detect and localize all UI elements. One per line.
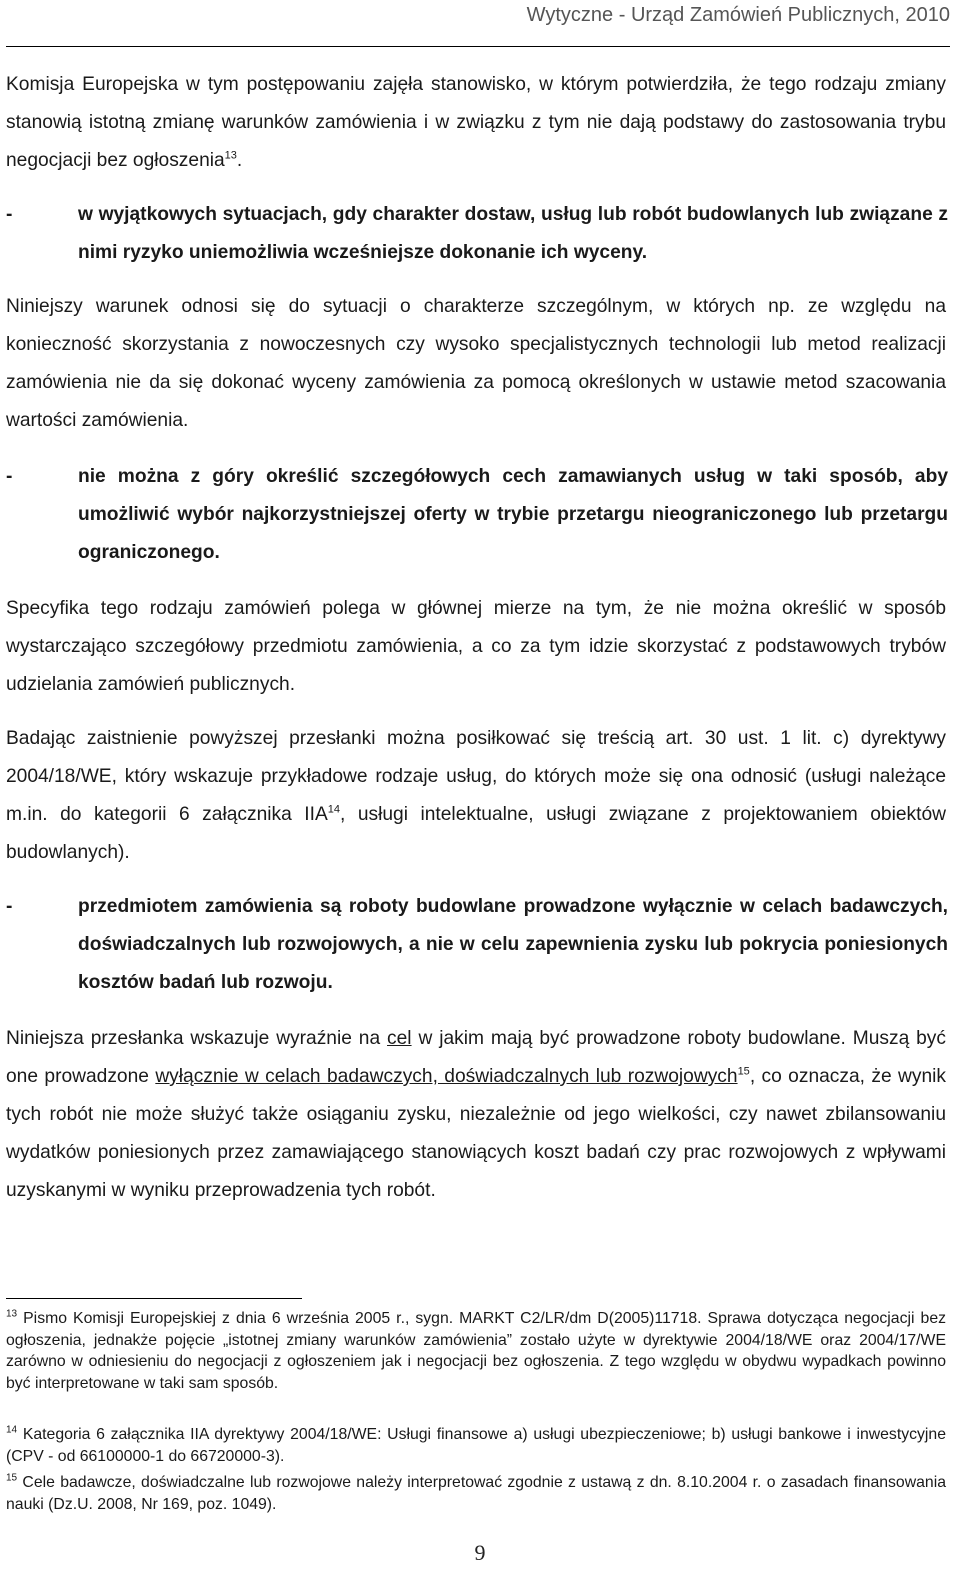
footnote-text: Cele badawcze, doświadczalne lub rozwojowe należy interpretować zgodnie z ustawą z dn. 8.10.2004 r. o zasadach finansowania nauki (Dz.U. 2008, Nr 169, poz. 1049). — [6, 1474, 946, 1513]
bullet-text: nie można z góry określić szczegółowych cech zamawianych usług w taki sposób, aby umożliwić wybór najkorzystniejszej oferty w trybie przetargu nieograniczonego lub przetargu ograniczonego. — [78, 466, 948, 563]
footnote-number: 15 — [6, 1472, 18, 1484]
footnote-divider — [6, 1298, 302, 1299]
bullet-dash: - — [6, 204, 13, 225]
bullet-dash: - — [6, 896, 13, 917]
paragraph-text: Komisja Europejska w tym postępowaniu zajęła stanowisko, w którym potwierdziła, że tego rodzaju zmiany stanowią istotną zmianę warunków zamówienia i w związku z tym nie dają podstawy do zastosowania trybu negocjacji bez ogłoszenia — [6, 74, 946, 171]
footnote-ref-14[interactable]: 14 — [327, 803, 340, 816]
footnote-text: Kategoria 6 załącznika IIA dyrektywy 2004/18/WE: Usługi finansowe a) usługi ubezpieczeniowe; b) usługi bankowe i inwestycyjne (CPV - od 66100000-1 do 66720000-3). — [6, 1426, 946, 1465]
underlined-term-research: wyłącznie w celach badawczych, doświadczalnych lub rozwojowych — [155, 1066, 738, 1087]
underlined-term-purpose: cel — [387, 1028, 412, 1049]
footnote-ref-15[interactable]: 15 — [737, 1065, 750, 1078]
paragraph-pricing-explanation: Niniejszy warunek odnosi się do sytuacji o charakterze szczególnym, w których np. ze względu na konieczność skorzystania z nowoczesnych czy wysoko specjalistycznych technologii lub metod realizacji zamówienia nie da się dokonać wyceny zamówienia za pomocą określonych w ustawie metod szacowania wartości zamówienia. — [6, 296, 946, 431]
running-header: Wytyczne - Urząd Zamówień Publicznych, 2010 — [526, 4, 950, 26]
paragraph-text: Niniejsza przesłanka wskazuje wyraźnie na — [6, 1028, 388, 1049]
footnote-14 — [6, 1424, 946, 1467]
bullet-text: w wyjątkowych sytuacjach, gdy charakter dostaw, usług lub robót budowlanych lub związane z nimi ryzyko uniemożliwia wcześniejsze dokonanie ich wyceny. — [78, 204, 948, 263]
paragraph-text-continued: w jakim mają być prowadzone roboty budowlane. Muszą być one prowadzone — [6, 1028, 946, 1087]
footnote-text: Pismo Komisji Europejskiej z dnia 6 września 2005 r., sygn. MARKT C2/LR/dm D(2005)11718. Sprawa dotycząca negocjacji bez ogłoszenia, jednakże pojęcie „istotnej zmiany warunków zamówienia” zostało użyte w dyrektywie 2004/18/WE oraz 2004/17/WE zarówno w odniesieniu do negocjacji z ogłoszeniem jak i negocjacji bez ogłoszenia. Z tego względu w obydwu wypadkach powinno być interpretowane w taki sam sposób. — [6, 1310, 946, 1392]
footnote-ref-13[interactable]: 13 — [224, 149, 237, 162]
paragraph-commission-position — [6, 66, 946, 180]
header-divider — [6, 46, 950, 47]
footnote-number: 14 — [6, 1424, 18, 1436]
paragraph-specificity: Specyfika tego rodzaju zamówień polega w głównej mierze na tym, że nie można określić w sposób wystarczająco szczegółowy przedmiotu zamówienia, a co za tym idzie skorzystać z podstawowych trybów udzielania zamówień publicznych. — [6, 598, 946, 695]
bullet-dash: - — [6, 466, 13, 487]
footnote-15 — [6, 1472, 946, 1515]
paragraph-end: . — [236, 150, 243, 171]
bullet-text: przedmiotem zamówienia są roboty budowlane prowadzone wyłącznie w celach badawczych, doświadczalnych lub rozwojowych, a nie w celu zapewnienia zysku lub pokrycia poniesionych kosztów badań lub rozwoju. — [78, 896, 948, 993]
page-number: 9 — [474, 1540, 486, 1565]
paragraph-text-end: , co oznacza, że wynik tych robót nie może służyć także osiąganiu zysku, niezależnie od jego wielkości, czy nawet zbilansowaniu wydatków poniesionych przez zamawiającego stanowiących koszt badań czy prac rozwojowych z wpływami uzyskanymi w wyniku przeprowadzenia tych robót. — [6, 1066, 946, 1201]
footnote-13 — [6, 1308, 946, 1394]
paragraph-directive-reference — [6, 720, 946, 872]
paragraph-text: Badając zaistnienie powyższej przesłanki można posiłkować się treścią art. 30 ust. 1 lit. c) dyrektywy 2004/18/WE, który wskazuje przykładowe rodzaje usług, do których może się ona odnosić (usługi należące m.in. do kategorii 6 załącznika IIA — [6, 728, 946, 825]
footnote-number: 13 — [6, 1308, 18, 1320]
paragraph-text-continued: , usługi intelektualne, usługi związane z projektowaniem obiektów budowlanych). — [6, 804, 946, 863]
paragraph-research-purpose — [6, 1020, 946, 1210]
